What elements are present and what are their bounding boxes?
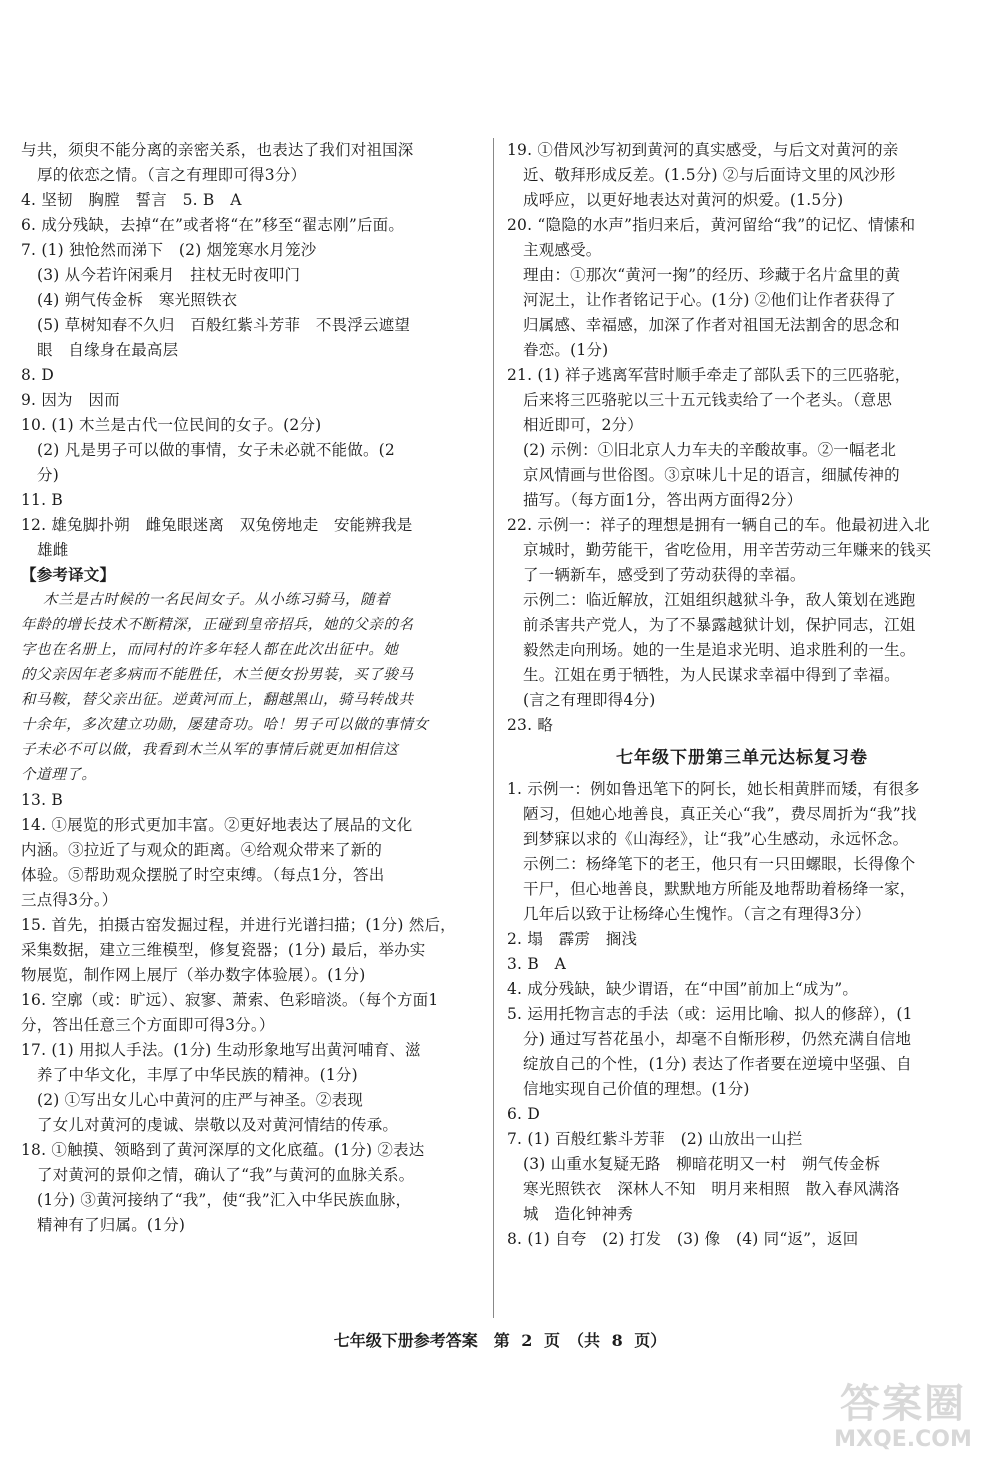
- answer-line: 字也在名册上，而同村的许多年轻人都在此次出征中。她: [21, 642, 399, 658]
- answer-line: 分): [37, 466, 59, 484]
- answer-line: 描写。（每方面1分，答出两方面得2分）: [523, 491, 803, 509]
- answer-line: 【参考译文】: [21, 566, 116, 584]
- answer-line: 几年后以致于让杨绛心生愧怍。（言之有理得3分）: [523, 905, 871, 923]
- answer-line: 20. “隐隐的水声”指归来后，黄河留给“我”的记忆、情愫和: [507, 216, 916, 234]
- answer-line: (言之有理即得4分): [523, 691, 656, 709]
- answer-line: 近、敬拜形成反差。(1.5分) ②与后面诗文里的风沙形: [523, 166, 896, 184]
- answer-line: (4) 朔气传金柝 寒光照铁衣: [37, 291, 238, 309]
- answer-line: 了女儿对黄河的虔诚、崇敬以及对黄河情结的传承。: [37, 1116, 399, 1134]
- answer-line: 5. 运用托物言志的手法（或：运用比喻、拟人的修辞），(1: [507, 1005, 913, 1023]
- watermark-url: MXQE.COM: [834, 1427, 972, 1452]
- answer-line: 前杀害共产党人，为了不暴露越狱计划，保护同志，江姐: [523, 616, 916, 634]
- answer-line: 4. 坚韧 胸膛 誓言 5. B A: [21, 191, 242, 209]
- answer-line: 雄雌: [37, 541, 69, 559]
- answer-line: (3) 从今若许闲乘月 拄杖无时夜叩门: [37, 266, 301, 284]
- answer-line: 城 造化钟神秀: [523, 1205, 633, 1223]
- answer-line: 示例二：杨绛笔下的老王，他只有一只田螺眼，长得像个: [523, 855, 916, 873]
- answer-line: 毅然走向刑场。她的一生是追求光明、追求胜利的一生。: [523, 641, 916, 659]
- answer-line: 后来将三匹骆驼以三十五元钱卖给了一个老头。（意思: [523, 391, 893, 409]
- answer-line: 京城时，勤劳能干，省吃俭用，用辛苦劳动三年赚来的钱买: [523, 541, 932, 559]
- answer-line: 了一辆新车，感受到了劳动获得的幸福。: [523, 566, 806, 584]
- answer-line: 河泥土，让作者铭记于心。(1分) ②他们让作者获得了: [523, 291, 897, 309]
- answer-line: 理由：①那次“黄河一掬”的经历、珍藏于名片盒里的黄: [523, 266, 901, 284]
- answer-line: 三点得3分。）: [21, 891, 118, 909]
- answer-line: 到梦寐以求的《山海经》，让“我”心生感动，永远怀念。: [523, 830, 909, 848]
- answer-line: 9. 因为 因而: [21, 391, 120, 409]
- answer-line: 3. B A: [507, 955, 566, 973]
- right-column: [507, 138, 977, 1252]
- answer-line: 22. 示例一：祥子的理想是拥有一辆自己的车。他最初进入北: [507, 516, 930, 534]
- answer-line: 和马鞍，替父亲出征。逆黄河而上，翻越黑山，骑马转战共: [21, 692, 414, 708]
- answer-line: 厚的依恋之情。（言之有理即可得3分）: [37, 166, 307, 184]
- answer-line: 子未必不可以做，我看到木兰从军的事情后就更加相信这: [21, 742, 399, 758]
- answer-line: 归属感、幸福感，加深了作者对祖国无法割舍的思念和: [523, 316, 900, 334]
- answer-line: 主观感受。: [523, 241, 602, 259]
- answer-line: 年龄的增长技术不断精深，正碰到皇帝招兵，她的父亲的名: [21, 617, 414, 633]
- answer-line: 体验。⑤帮助观众摆脱了时空束缚。（每点1分，答出: [21, 866, 385, 884]
- answer-line: 成呼应，以更好地表达对黄河的炽爱。(1.5分): [523, 191, 844, 209]
- answer-line: 17. (1) 用拟人手法。(1分) 生动形象地写出黄河哺育、滋: [21, 1041, 421, 1059]
- answer-line: 示例二：临近解放，江姐组织越狱斗争，敌人策划在逃跑: [523, 591, 916, 609]
- answer-line: 1. 示例一：例如鲁迅笔下的阿长，她长相黄胖而矮，有很多: [507, 780, 920, 798]
- answer-line: 19. ①借风沙写初到黄河的真实感受，与后文对黄河的亲: [507, 141, 899, 159]
- watermark-logo-text: 答案圈: [840, 1381, 966, 1427]
- answer-line: 陋习，但她心地善良，真正关心“我”，费尽周折为“我”找: [523, 805, 917, 823]
- answer-line: 精神有了归属。(1分): [37, 1216, 186, 1234]
- answer-line: 23. 略: [507, 716, 554, 734]
- answer-line: 18. ①触摸、领略到了黄河深厚的文化底蕴。(1分) ②表达: [21, 1141, 425, 1159]
- answer-line: 与共，须臾不能分离的亲密关系，也表达了我们对祖国深: [21, 141, 414, 159]
- answer-line: 15. 首先，拍摄古窑发掘过程，并进行光谱扫描；(1分) 然后，: [21, 916, 456, 934]
- answer-line: 京风情画与世俗图。③京味儿十足的语言，细腻传神的: [523, 466, 900, 484]
- answer-line: 16. 空廓（或：旷远）、寂寥、萧索、色彩暗淡。（每个方面1: [21, 991, 439, 1009]
- answer-line: 8. D: [21, 366, 54, 384]
- right-answers-part2: [507, 777, 977, 1252]
- answer-line: 了对黄河的景仰之情，确认了“我”与黄河的血脉关系。: [37, 1166, 415, 1184]
- column-divider: [493, 138, 494, 1318]
- left-column: [21, 138, 485, 1238]
- answer-line: 木兰是古时候的一名民间女子。从小练习骑马，随着: [43, 592, 391, 608]
- answer-line: 7. (1) 独怆然而涕下 (2) 烟笼寒水月笼沙: [21, 241, 317, 259]
- answer-line: 分，答出任意三个方面即可得3分。）: [21, 1016, 275, 1034]
- answer-line: 10. (1) 木兰是古代一位民间的女子。(2分): [21, 416, 322, 434]
- answer-line: 13. B: [21, 791, 63, 809]
- answer-line: 个道理了。: [21, 767, 97, 783]
- answer-line: 信地实现自己价值的理想。(1分): [523, 1080, 750, 1098]
- answer-line: 21. (1) 祥子逃离军营时顺手牵走了部队丢下的三匹骆驼，: [507, 366, 911, 384]
- answer-line: 8. (1) 自夸 (2) 打发 (3) 像 (4) 同“返”，返回: [507, 1230, 859, 1248]
- answer-line: (1分) ③黄河接纳了“我”，使“我”汇入中华民族血脉，: [37, 1191, 412, 1209]
- answer-line: 相近即可，2分）: [523, 416, 643, 434]
- answer-line: 物展览，制作网上展厅（举办数字体验展）。(1分): [21, 966, 366, 984]
- answer-line: (2) 凡是男子可以做的事情，女子未必就不能做。(2: [37, 441, 395, 459]
- page-footer: 七年级下册参考答案 第 2 页 （共 8 页）: [333, 1331, 667, 1350]
- answer-line: 眼 自缘身在最高层: [37, 341, 179, 359]
- watermark-logo: [818, 1381, 988, 1461]
- answer-line: 干尸，但心地善良，默默地方所能及地帮助着杨绛一家，: [523, 880, 916, 898]
- answer-line: 内涵。③拉近了与观众的距离。④给观众带来了新的: [21, 841, 383, 859]
- answer-line: 采集数据，建立三维模型，修复瓷器；(1分) 最后，举办实: [21, 941, 426, 959]
- answer-line: 12. 雄兔脚扑朔 雌兔眼迷离 双兔傍地走 安能辨我是: [21, 516, 413, 534]
- section-title: 七年级下册第三单元达标复习卷: [616, 748, 868, 768]
- answer-line: (5) 草树知春不久归 百般红紫斗芳菲 不畏浮云遮望: [37, 316, 411, 334]
- answer-line: 14. ①展览的形式更加丰富。②更好地表达了展品的文化: [21, 816, 413, 834]
- answer-line: 的父亲因年老多病而不能胜任，木兰便女扮男装，买了骏马: [21, 667, 414, 683]
- answer-line: 11. B: [21, 491, 63, 509]
- answer-line: 寒光照铁衣 深林人不知 明月来相照 散入春风满洛: [523, 1180, 900, 1198]
- answer-line: 6. 成分残缺，去掉“在”或者将“在”移至“翟志刚”后面。: [21, 216, 405, 234]
- answer-line: 6. D: [507, 1105, 540, 1123]
- answer-line: 养了中华文化，丰厚了中华民族的精神。(1分): [37, 1066, 358, 1084]
- answer-line: 十余年，多次建立功勋，屡建奇功。哈！男子可以做的事情女: [21, 717, 429, 733]
- answer-line: (3) 山重水复疑无路 柳暗花明又一村 朔气传金柝: [523, 1155, 881, 1173]
- answer-line: 2. 塌 霹雳 搁浅: [507, 930, 638, 948]
- answer-line: 眷恋。(1分): [523, 341, 609, 359]
- answer-line: 绽放自己的个性，(1分) 表达了作者要在逆境中坚强、自: [523, 1055, 912, 1073]
- answer-line: 7. (1) 百般红紫斗芳菲 (2) 山放出一山拦: [507, 1130, 803, 1148]
- answer-line: 生。江姐在勇于牺牲，为人民谋求幸福中得到了幸福。: [523, 666, 900, 684]
- answer-line: (2) 示例：①旧北京人力车夫的辛酸故事。②一幅老北: [523, 441, 897, 459]
- answer-line: 4. 成分残缺，缺少谓语，在“中国”前加上“成为”。: [507, 980, 859, 998]
- answer-line: (2) ①写出女儿心中黄河的庄严与神圣。②表现: [37, 1091, 363, 1109]
- right-answers-part1: [507, 138, 977, 738]
- answer-line: 分) 通过写苔花虽小，却毫不自惭形秽，仍然充满自信地: [523, 1030, 912, 1048]
